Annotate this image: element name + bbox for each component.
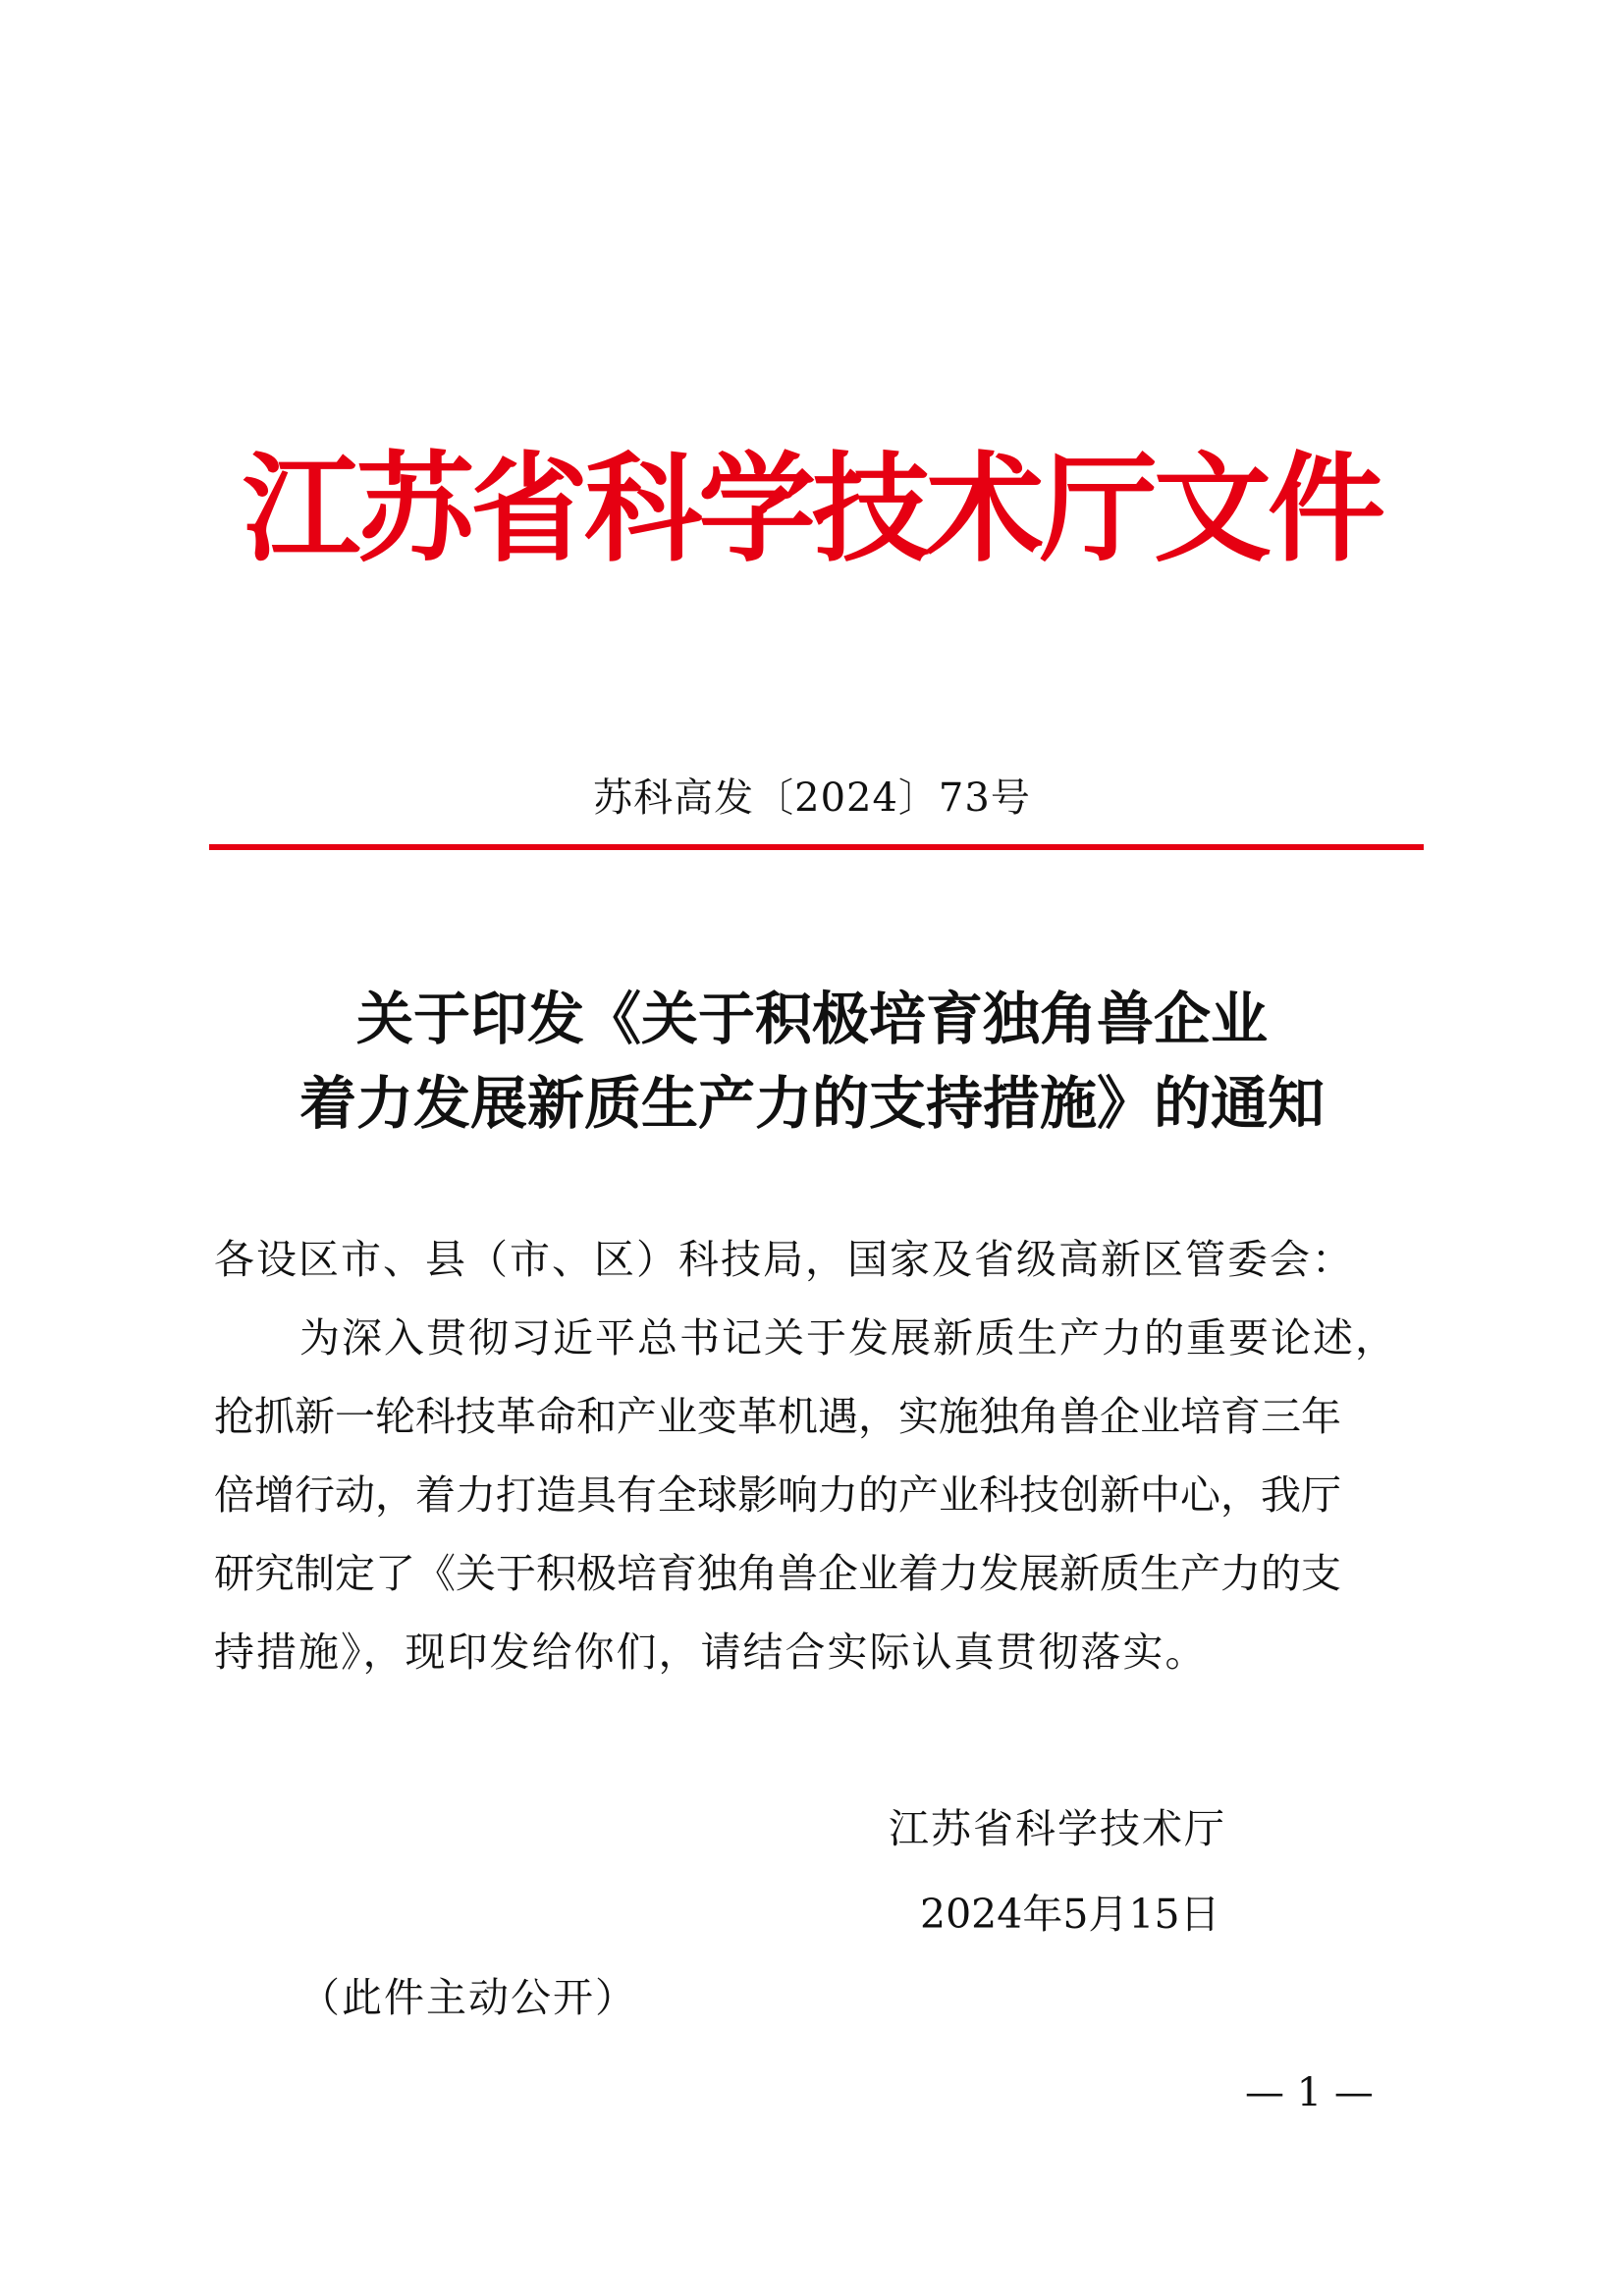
body-line: 持措施》，现印发给你们，请结合实际认真贯彻落实。 xyxy=(214,1629,1208,1676)
notice-title xyxy=(0,977,1624,1146)
body-line: 倍增行动，着力打造具有全球影响力的产业科技创新中心，我厅 xyxy=(214,1471,1341,1519)
disclosure-note: （此件主动公开） xyxy=(299,1974,637,2021)
signature-organization: 江苏省科学技术厅 xyxy=(889,1805,1226,1852)
red-separator-line xyxy=(209,844,1424,850)
body-line: 为深入贯彻习近平总书记关于发展新质生产力的重要论述， xyxy=(299,1314,1397,1362)
page-number: — 1 — xyxy=(1245,2070,1374,2115)
body-line: 抢抓新一轮科技革命和产业变革机遇，实施独角兽企业培育三年 xyxy=(214,1393,1341,1440)
notice-title-line-2: 着力发展新质生产力的支持措施》的通知 xyxy=(298,1070,1325,1137)
addressee-line: 各设区市、县（市、区）科技局，国家及省级高新区管委会： xyxy=(214,1236,1354,1283)
document-number: 苏科高发〔2024〕73号 xyxy=(593,775,1031,821)
notice-title-line-1: 关于印发《关于积极培育独角兽企业 xyxy=(355,986,1268,1052)
signature-date: 2024年5月15日 xyxy=(920,1891,1220,1938)
document-header-title: 江苏省科学技术厅文件 xyxy=(243,442,1381,578)
body-line: 研究制定了《关于积极培育独角兽企业着力发展新质生产力的支 xyxy=(214,1550,1341,1597)
